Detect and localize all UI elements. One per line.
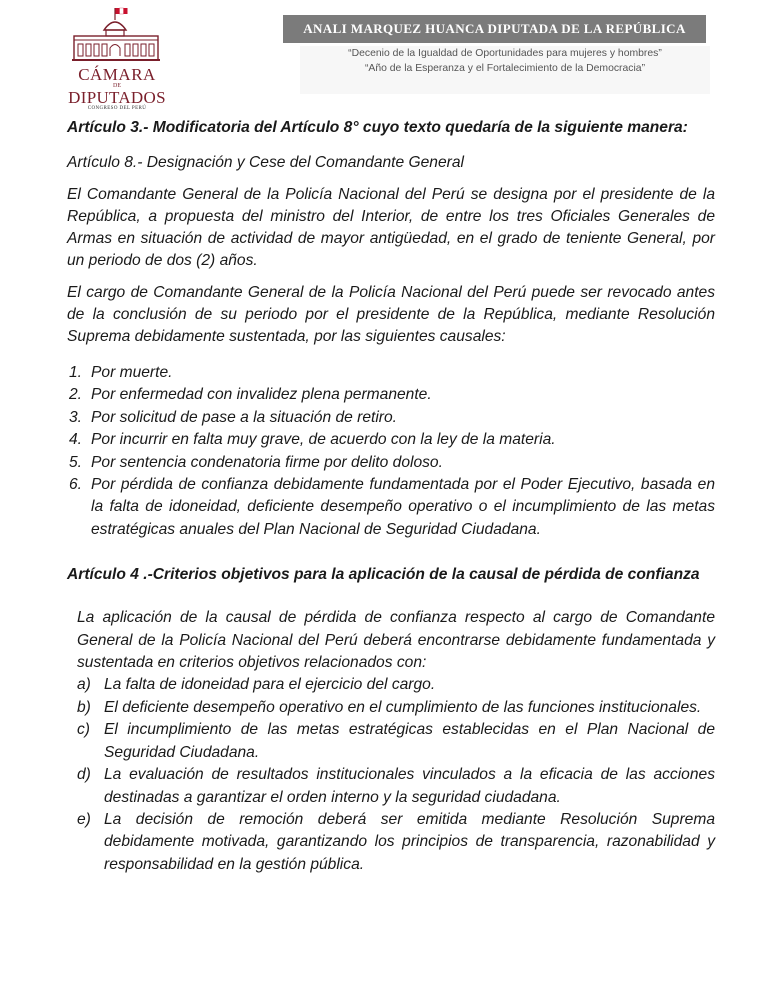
criteria-list: [77, 674, 715, 876]
item-text: Por enfermedad con invalidez plena permanente.: [91, 386, 432, 404]
item-text: Por sentencia condenatoria firme por delito doloso.: [91, 453, 443, 471]
item-number: 1.: [69, 364, 83, 381]
list-item: [77, 764, 715, 809]
list-item: [77, 809, 715, 876]
item-number: 2.: [69, 386, 83, 404]
logo-text-congreso: CONGRESO DEL PERÚ: [87, 106, 147, 111]
list-item: [67, 407, 715, 429]
list-item: [67, 474, 715, 541]
causes-list: [67, 362, 715, 541]
item-letter: b): [77, 698, 91, 716]
article4-body: [77, 607, 715, 876]
item-letter: e): [77, 810, 91, 828]
item-letter: d): [77, 766, 91, 784]
article4-intro: La aplicación de la causal de pérdida de confianza respecto al cargo de Comandante General de la Policía Nacional del Perú deberá encontrarse debidamente fundamentada y sustentada en criterios objetivos relacionados con:: [77, 609, 715, 672]
list-item: [67, 452, 715, 474]
article8-paragraph-2: El cargo de Comandante General de la Policía Nacional del Perú puede ser revocado antes de la conclusión de su periodo por el presidente de la República, mediante Resolución Suprema debidamente sustentada, por las siguientes causales:: [67, 284, 715, 345]
decade-year-names: [300, 46, 710, 94]
item-text: Por incurrir en falta muy grave, de acuerdo con la ley de la materia.: [91, 431, 556, 449]
article8-paragraph-1: El Comandante General de la Policía Nacional del Perú se designa por el presidente de la República, a propuesta del ministro del Interior, de entre los tres Oficiales Generales de Armas en situación de actividad de mayor antigüedad, en el grado de teniente General, por un periodo de dos (2) años.: [67, 186, 715, 269]
item-text: La falta de idoneidad para el ejercicio del cargo.: [104, 676, 436, 694]
item-text: Por muerte.: [91, 364, 173, 381]
list-item: [67, 429, 715, 451]
article3-heading: Artículo 3.- Modificatoria del Artículo 8° cuyo texto quedaría de la siguiente manera:: [67, 119, 688, 136]
item-text: El deficiente desempeño operativo en el cumplimiento de las funciones institucionales.: [104, 698, 702, 716]
item-text: Por pérdida de confianza debidamente fundamentada por el Poder Ejecutivo, basada en la falta de idoneidad, deficiente desempeño operativo o el incumplimiento de las metas estratégicas anuales del Plan Nacional de Seguridad Ciudadana.: [91, 476, 715, 538]
item-number: 5.: [69, 453, 83, 471]
item-letter: a): [77, 676, 91, 694]
item-number: 4.: [69, 431, 83, 449]
logo-text-diputados: DIPUTADOS: [68, 88, 166, 107]
list-item: [77, 697, 715, 719]
item-number: 3.: [69, 408, 83, 426]
year-name: “Año de la Esperanza y el Fortalecimiento de la Democracia”: [364, 63, 646, 74]
article8-subheading: Artículo 8.- Designación y Cese del Comandante General: [67, 154, 464, 171]
deputy-name-banner: ANALI MARQUEZ HUANCA DIPUTADA DE LA REPÚBLICA: [283, 15, 706, 43]
page-header: [0, 0, 780, 118]
article4-heading: Artículo 4 .-Criterios objetivos para la aplicación de la causal de pérdida de confianza: [67, 566, 700, 584]
logo-text-camara: CÁMARA: [78, 65, 156, 84]
logo-text-de: DE: [113, 83, 121, 89]
decade-name: “Decenio de la Igualdad de Oportunidades para mujeres y hombres”: [348, 48, 662, 59]
camara-logo: [62, 6, 172, 112]
item-letter: c): [77, 721, 90, 739]
document-body: [67, 116, 715, 876]
item-text: Por solicitud de pase a la situación de retiro.: [91, 408, 397, 426]
item-text: El incumplimiento de las metas estratégicas establecidas en el Plan Nacional de Seguridad Ciudadana.: [104, 721, 715, 761]
congress-building-icon: [68, 6, 164, 64]
list-item: [77, 674, 715, 696]
item-text: La decisión de remoción deberá ser emitida mediante Resolución Suprema debidamente motivada, garantizando los principios de transparencia, razonabilidad y responsabilidad en la gestión pública.: [104, 810, 715, 873]
item-text: La evaluación de resultados institucionales vinculados a la eficacia de las acciones destinadas a garantizar el orden interno y la seguridad ciudadana.: [104, 766, 715, 806]
item-number: 6.: [69, 476, 83, 494]
list-item: [67, 384, 715, 406]
list-item: [67, 362, 715, 384]
list-item: [77, 719, 715, 764]
